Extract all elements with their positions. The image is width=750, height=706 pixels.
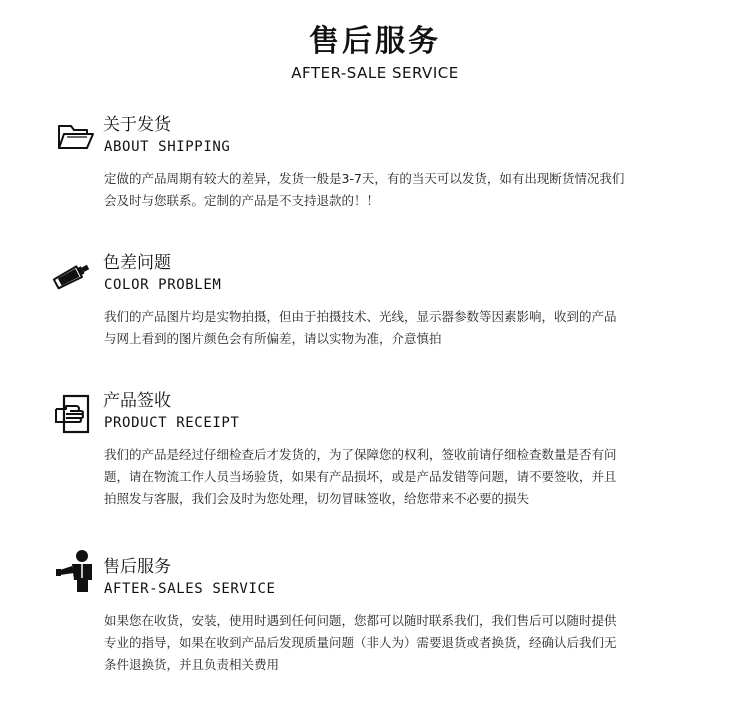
page-header: [0, 22, 750, 83]
service-person-icon: [54, 548, 100, 594]
section-title-cn: 产品签收: [103, 391, 171, 411]
body-line: 我们的产品是经过仔细检查后才发货的，为了保障您的权利，签收前请仔细检查数量是否有问: [104, 447, 617, 462]
folder-icon: [53, 114, 99, 160]
section-title-cn: 色差问题: [103, 253, 171, 273]
paint-tube-icon: [50, 252, 96, 298]
section-body: [104, 610, 704, 676]
body-line: 题，请在物流工作人员当场验货，如果有产品损坏，或是产品发错等问题，请不要签收，并且: [104, 469, 617, 484]
section-title-cn: 售后服务: [103, 557, 171, 577]
document-hand-icon: [52, 391, 98, 437]
section-title-en: AFTER-SALES SERVICE: [104, 581, 276, 597]
page-title: 售后服务: [309, 24, 441, 59]
body-line: 会及时与您联系。定制的产品是不支持退款的！！: [104, 193, 380, 208]
section-title-en: PRODUCT RECEIPT: [104, 415, 240, 431]
page-subtitle: AFTER-SALE SERVICE: [291, 64, 459, 82]
section-title-en: COLOR PROBLEM: [104, 277, 222, 293]
section-body: [104, 444, 704, 510]
section-title-cn: 关于发货: [103, 115, 171, 135]
body-line: 与网上看到的图片颜色会有所偏差，请以实物为准，介意慎拍: [104, 331, 442, 346]
body-line: 如果您在收货，安装，使用时遇到任何问题，您都可以随时联系我们，我们售后可以随时提供: [104, 613, 617, 628]
section-body: [104, 168, 704, 212]
body-line: 专业的指导，如果在收到产品后发现质量问题（非人为）需要退货或者换货，经确认后我们无: [104, 635, 617, 650]
body-line: 条件退换货，并且负责相关费用: [104, 657, 280, 672]
body-line: 拍照发与客服，我们会及时为您处理，切勿冒昧签收，给您带来不必要的损失: [104, 491, 530, 506]
section-body: [104, 306, 704, 350]
body-line: 我们的产品图片均是实物拍摄，但由于拍摄技术、光线，显示器参数等因素影响，收到的产品: [104, 309, 617, 324]
body-line: 定做的产品周期有较大的差异，发货一般是3-7天，有的当天可以发货，如有出现断货情况我们: [104, 171, 625, 186]
section-title-en: ABOUT SHIPPING: [104, 139, 231, 155]
